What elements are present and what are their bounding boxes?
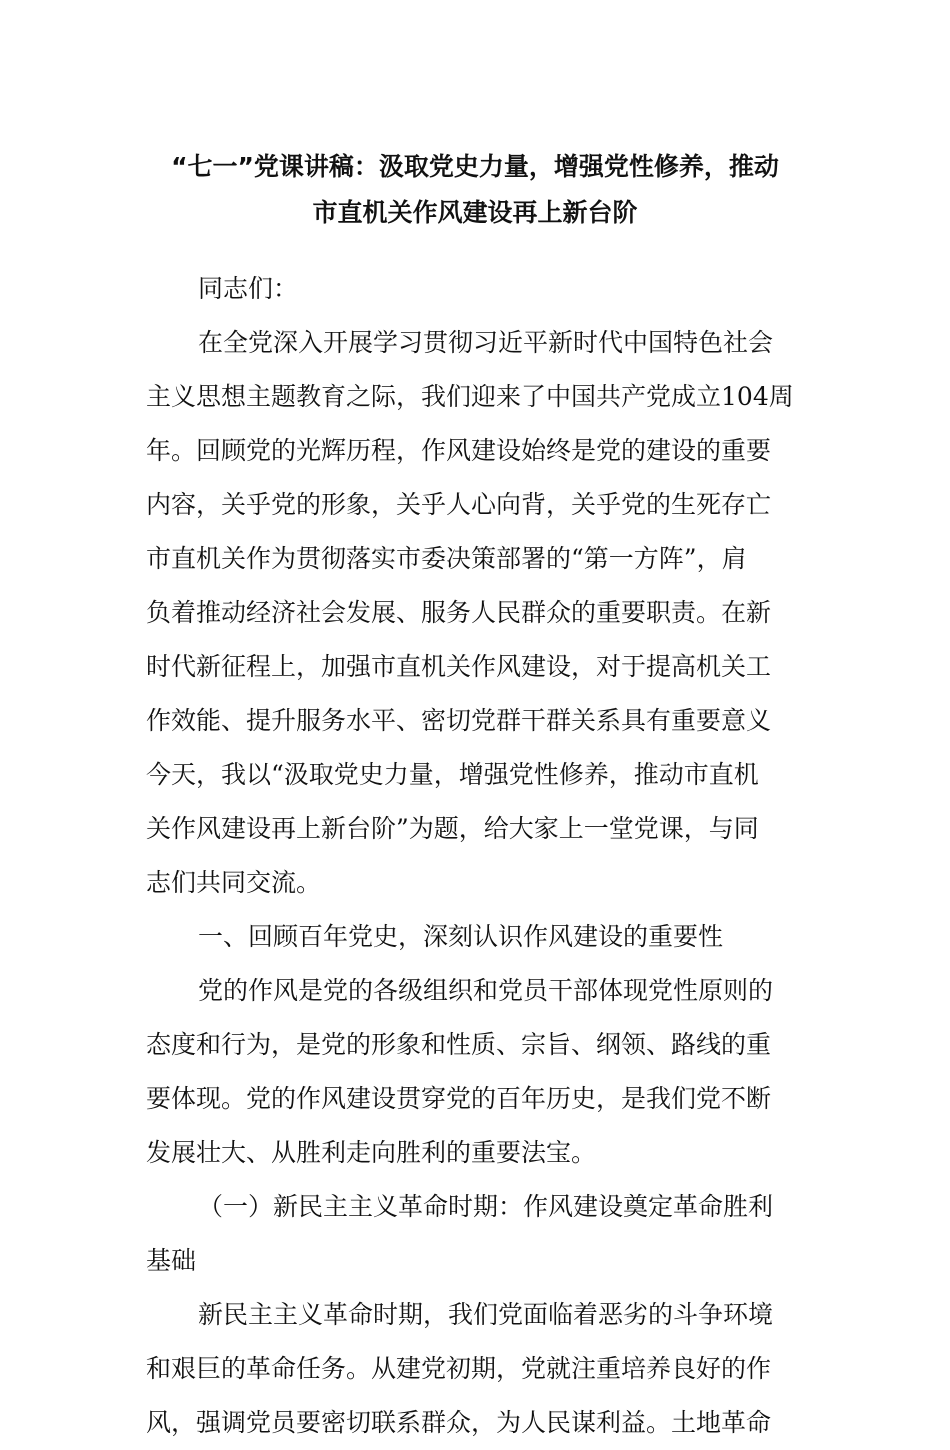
text-line: 一、回顾百年党史，深刻认识作风建设的重要性 [198, 922, 724, 951]
text-line: 年。回顾党的光辉历程，作风建设始终是党的建设的重要 [146, 436, 772, 465]
text-line: 党的作风是党的各级组织和党员干部体现党性原则的 [198, 976, 774, 1005]
text-line: 今天，我以“汲取党史力量，增强党性修养，推动市直机 [146, 760, 759, 789]
text-line: 内容，关乎党的形象，关乎人心向背，关乎党的生死存亡 [146, 490, 772, 519]
text-line: 和艰巨的革命任务。从建党初期，党就注重培养良好的作 [146, 1354, 772, 1383]
text-line: 基础 [146, 1246, 197, 1275]
text-line: 主义思想主题教育之际，我们迎来了中国共产党成立104周 [146, 382, 794, 411]
text-line: 态度和行为，是党的形象和性质、宗旨、纲领、路线的重 [146, 1030, 772, 1059]
subsection-paragraph [146, 1288, 808, 1450]
document-body [146, 262, 808, 1450]
intro-paragraph [146, 316, 808, 910]
text-line: 市直机关作为贯彻落实市委决策部署的“第一方阵”，肩 [146, 544, 747, 573]
text-line: 新民主主义革命时期，我们党面临着恶劣的斗争环境 [198, 1300, 774, 1329]
text-line: 同志们： [198, 274, 299, 303]
greeting-paragraph [146, 262, 808, 316]
text-line: （一）新民主主义革命时期：作风建设奠定革命胜利 [198, 1192, 774, 1221]
subsection-heading [146, 1180, 808, 1288]
title-line: “七一”党课讲稿：汲取党史力量，增强党性修养，推动 [171, 152, 779, 181]
section-heading [146, 910, 808, 964]
document-title [146, 144, 804, 236]
text-line: 作效能、提升服务水平、密切党群干群关系具有重要意义 [146, 706, 772, 735]
title-line: 市直机关作风建设再上新台阶 [312, 198, 638, 227]
text-line: 负着推动经济社会发展、服务人民群众的重要职责。在新 [146, 598, 772, 627]
text-line: 风，强调党员要密切联系群众，为人民谋利益。土地革命 [146, 1408, 772, 1437]
text-line: 要体现。党的作风建设贯穿党的百年历史，是我们党不断 [146, 1084, 772, 1113]
text-line: 在全党深入开展学习贯彻习近平新时代中国特色社会 [198, 328, 774, 357]
text-line: 发展壮大、从胜利走向胜利的重要法宝。 [146, 1138, 597, 1167]
section-paragraph [146, 964, 808, 1180]
text-line: 时代新征程上，加强市直机关作风建设，对于提高机关工 [146, 652, 772, 681]
text-line: 志们共同交流。 [146, 868, 322, 897]
text-line: 关作风建设再上新台阶”为题，给大家上一堂党课，与同 [146, 814, 759, 843]
